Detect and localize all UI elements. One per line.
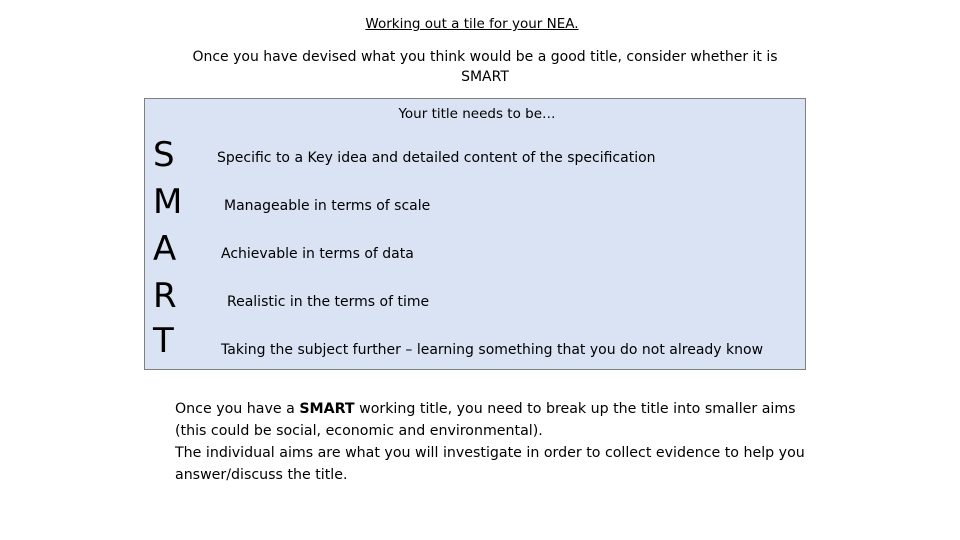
- outro-p1-end: working title, you need to break up the title into smaller aims (this could be social, economic and environmental).: [175, 401, 796, 439]
- outro-paragraph-1: [175, 398, 815, 442]
- box-heading: Your title needs to be…: [398, 106, 556, 122]
- smart-desc-taking-further: Taking the subject further – learning something that you do not already know: [221, 342, 764, 358]
- outro-smart-bold: SMART: [299, 401, 355, 417]
- smart-desc-manageable: Manageable in terms of scale: [224, 198, 431, 214]
- outro-text: [175, 398, 815, 486]
- smart-desc-achievable: Achievable in terms of data: [221, 246, 414, 262]
- outro-paragraph-2: The individual aims are what you will investigate in order to collect evidence to help you answer/discuss the title.: [175, 445, 805, 483]
- page-title: Working out a tile for your NEA.: [365, 16, 579, 32]
- intro-line: Once you have devised what you think would be a good title, consider whether it is: [192, 49, 778, 65]
- smart-letter-s: S: [153, 135, 175, 175]
- intro-text: [0, 47, 960, 87]
- smart-letter-t: T: [153, 321, 174, 361]
- smart-letter-a: A: [153, 229, 177, 269]
- smart-desc-realistic: Realistic in the terms of time: [227, 294, 430, 310]
- outro-p1-start: Once you have a: [175, 401, 300, 417]
- smart-box: [144, 98, 806, 370]
- smart-letter-r: R: [153, 276, 177, 316]
- smart-letter-m: M: [153, 182, 183, 222]
- intro-smart-word: SMART: [461, 69, 509, 85]
- smart-desc-specific: Specific to a Key idea and detailed content of the specification: [217, 150, 656, 166]
